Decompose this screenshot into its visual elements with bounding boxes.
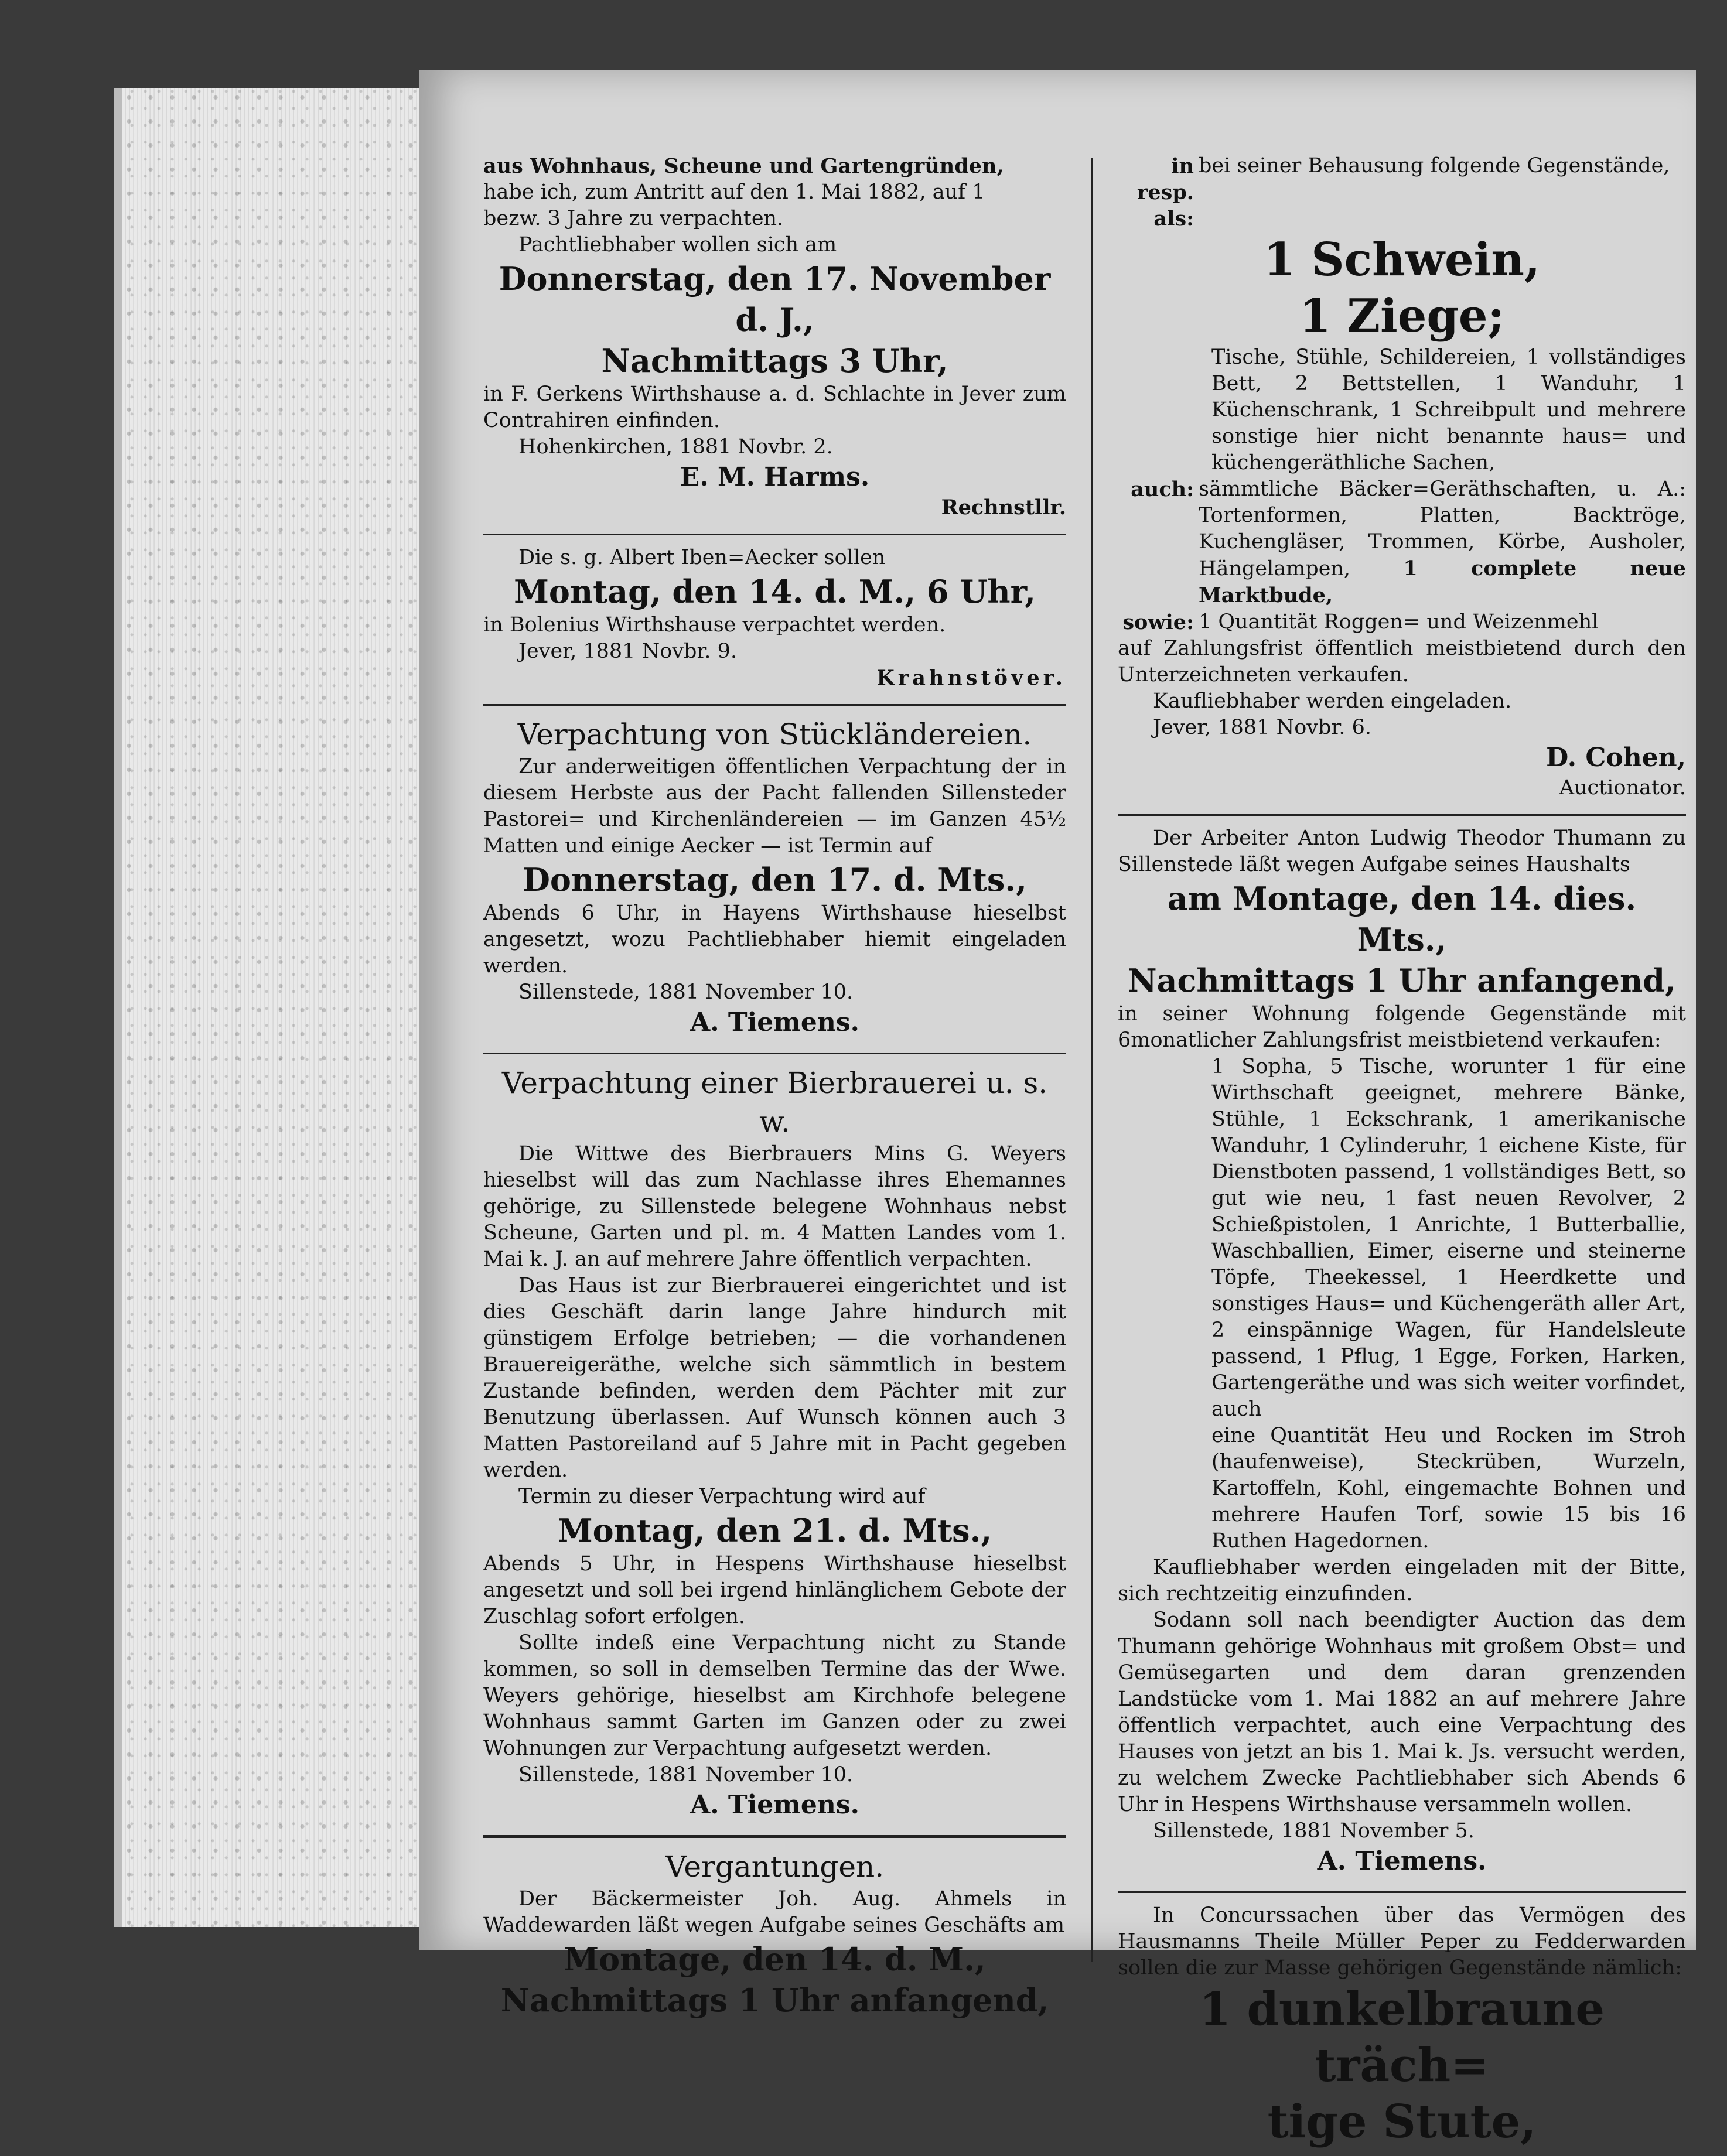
ad-item-big: 1 Schwein, [1263, 233, 1541, 286]
label-in-resp: in resp. [1136, 154, 1194, 204]
book-page-edges [114, 88, 427, 1927]
ad-auch: sämmtliche Bäcker=Geräthschaften, u. A.: Tortenformen, Platten, Backtröge, Kuchengläser, Trommen, Körbe, Ausholer, Hängelampen, [1199, 477, 1686, 580]
ad-separator [483, 1053, 1066, 1054]
ad-body: In Concurssachen über das Vermögen des Hausmanns Theile Müller Peper zu Fedderwarden sollen die zur Masse gehörigen Gegenstände nämlich: [1118, 1904, 1686, 1980]
ad-paragraph: Abends 5 Uhr, in Hespens Wirthshause hieselbst angesetzt und soll bei irgend hinlänglichem Gebote der Zuschlag sofort erfolgen. [483, 1552, 1066, 1628]
ad-thumann [1118, 822, 1686, 1884]
auch-text [1199, 476, 1686, 609]
ad-stueckland [483, 712, 1066, 1045]
ad-dateline: Jever, 1881 Novbr. 9. [518, 640, 737, 663]
ad-items: eine Quantität Heu und Rocken im Stroh (haufenweise), Steckrüben, Wurzeln, Kartoffeln, Kohl, eingemachte Bohnen und mehrere Haufen Torf, sowie 15 bis 16 Ruthen Hagedornen. [1211, 1424, 1686, 1553]
ad-bierbrauerei [483, 1060, 1066, 1828]
ad-signer-title: Rechnstllr. [941, 496, 1066, 520]
ad-date: Donnerstag, den 17. d. Mts., [523, 861, 1027, 898]
ad-paragraph: Sollte indeß eine Verpachtung nicht zu Stande kommen, so soll in demselben Termine das der Wwe. Weyers gehörige, hieselbst am Kirchhofe belegene Wohnhaus sammt Garten im Ganzen oder zu zwei Wohnungen zur Verpachtung aufgesetzt werden. [483, 1631, 1066, 1760]
ad-items: 1 Sopha, 5 Tische, worunter 1 für eine Wirthschaft geeignet, mehrere Bänke, Stühle, 1 Eckschrank, 1 amerikanische Wanduhr, 1 Cylinderuhr, 1 eichene Kiste, für Dienstboten passend, 1 vollständiges Bett, so gut wie neu, 1 fast neuen Revolver, 2 Schießpistolen, 1 Anrichte, 1 Butterballie, Waschballien, Eimer, eiserne und steinerne Töpfe, Theekessel, 1 Heerdkette und sonstiges Haus= und Küchengeräth aller Art, 2 einspännige Wagen, für Handelsleute passend, 1 Pflug, 1 Egge, Forken, Harken, Gartengeräthe und was sich weiter vorfindet, auch [1211, 1055, 1686, 1421]
ad-separator [1118, 814, 1686, 816]
ad-krahnstoever [483, 541, 1066, 697]
ad-invite: Pachtliebhaber wollen sich am [518, 233, 837, 257]
ad-signer: A. Tiemens. [690, 1007, 859, 1037]
ad-time: Nachmittags 3 Uhr, [601, 342, 948, 380]
ad-signer: D. Cohen, [1546, 743, 1686, 773]
ad-time: Nachmittags 1 Uhr anfangend, [1128, 962, 1676, 999]
ad-time: Nachmittags 1 Uhr anfangend, [500, 1981, 1049, 2019]
ad-separator [1118, 1891, 1686, 1893]
ad-dateline: Sillenstede, 1881 November 10. [518, 980, 854, 1004]
ad-signer-title: Auctionator. [1559, 776, 1686, 799]
ad-concurs [1118, 1899, 1686, 2156]
ad-invite: Kaufliebhaber werden eingeladen mit der Bitte, sich rechtzeitig einzufinden. [1118, 1556, 1686, 1605]
ad-item-big: 1 Ziege; [1299, 289, 1505, 343]
ad-items: Tische, Stühle, Schildereien, 1 vollständiges Bett, 2 Bettstellen, 1 Wanduhr, 1 Küchenschrank, 1 Schreibpult und mehrere sonstige hier nicht benannte haus= und küchengeräthliche Sachen, [1211, 346, 1686, 474]
ad-line: habe ich, zum Antritt auf den 1. Mai 1882, auf 1 [483, 180, 985, 204]
label-als: als: [1153, 207, 1194, 231]
ad-date: Montag, den 21. d. Mts., [557, 1512, 992, 1549]
ad-harms [483, 149, 1066, 527]
page-edge-speckle [122, 88, 427, 1927]
ad-date: Donnerstag, den 17. November d. J., [499, 260, 1051, 339]
label-sowie: sowie: [1122, 610, 1194, 634]
ad-auch-bold: 1 complete neue Marktbude, [1199, 556, 1686, 607]
ad-heading: Verpachtung einer Bierbrauerei u. s. w. [501, 1066, 1048, 1139]
ad-item-big: 1 dunkelbraune träch= [1199, 1983, 1605, 2092]
ad-intro: Der Arbeiter Anton Ludwig Theodor Thumann zu Sillenstede läßt wegen Aufgabe seines Haushalts [1118, 826, 1686, 876]
spacer [1199, 206, 1686, 232]
ad-auch-row [1118, 476, 1686, 609]
ad-dateline: Hohenkirchen, 1881 Novbr. 2. [518, 435, 833, 459]
ad-cohen [1118, 149, 1686, 807]
ad-dateline: Jever, 1881 Novbr. 6. [1153, 716, 1371, 739]
left-column [483, 149, 1066, 2027]
ad-separator [483, 704, 1066, 706]
ad-paragraph: Die Wittwe des Bierbrauers Mins G. Weyers hieselbst will das zum Nachlasse ihres Ehemannes gehörige, zu Sillenstede belegene Wohnhaus nebst Scheune, Garten und pl. m. 4 Matten Landes vom 1. Mai k. J. an auf mehrere Jahre öffentlich verpachten. [483, 1142, 1066, 1271]
ad-paragraph: Das Haus ist zur Bierbrauerei eingerichtet und ist dies Geschäft darin lange Jahre hindurch mit günstigem Erfolge betrieben; — die vorhandenen Brauereigeräthe, welche sich sämmtlich in bestem Zustande befinden, werden dem Pächter mit zur Benutzung überlassen. Auf Wunsch können auch 3 Matten Pastoreiland auf 5 Jahre mit in Pacht gegeben werden. [483, 1274, 1066, 1482]
ad-date: am Montage, den 14. dies. Mts., [1167, 880, 1637, 958]
ad-signer: Krahnstöver. [876, 666, 1066, 690]
ad-item-big: tige Stute, [1267, 2095, 1537, 2148]
ad-body: in seiner Wohnung folgende Gegenstände mit 6monatlicher Zahlungsfrist meistbietend verkaufen: [1118, 1002, 1686, 1052]
column-divider [1091, 158, 1093, 1962]
ad-als-row [1118, 206, 1686, 232]
right-column [1118, 149, 1686, 2156]
ad-sowie-row [1118, 609, 1686, 635]
ad-paragraph: Sodann soll nach beendigter Auction das dem Thumann gehörige Wohnhaus mit großem Obst= und Gemüsegarten und dem daran grenzenden Landstücke vom 1. Mai 1882 an auf mehrere Jahre öffentlich verpachtet, auch eine Verpachtung des Hauses von jetzt an bis 1. Mai k. Js. versucht werden, zu welchem Zwecke Pachtliebhaber sich Abends 6 Uhr in Hespens Wirthshause versammeln wollen. [1118, 1608, 1686, 1816]
ad-date: Montag, den 14. d. M., 6 Uhr, [514, 573, 1036, 610]
ad-intro: Die s. g. Albert Iben=Aecker sollen [518, 546, 886, 569]
ad-dateline: Sillenstede, 1881 November 5. [1153, 1819, 1475, 1843]
ad-dateline: Sillenstede, 1881 November 10. [518, 1763, 854, 1786]
ad-paragraph: Termin zu dieser Verpachtung wird auf [518, 1485, 926, 1508]
ad-signer: A. Tiemens. [690, 1790, 859, 1820]
ad-terms: auf Zahlungsfrist öffentlich meistbietend durch den Unterzeichneten verkaufen. [1118, 637, 1686, 686]
ad-heading: Verpachtung von Stückländereien. [517, 717, 1032, 751]
ad-line: bezw. 3 Jahre zu verpachten. [483, 207, 784, 230]
ad-place: in Bolenius Wirthshause verpachtet werden. [483, 613, 946, 637]
section-separator [483, 1835, 1066, 1838]
ad-place: in F. Gerkens Wirthshause a. d. Schlachte in Jever zum Contrahiren einfinden. [483, 382, 1066, 432]
ad-line: aus Wohnhaus, Scheune und Gartengründen, [483, 154, 1004, 178]
ad-sowie: 1 Quantität Roggen= und Weizenmehl [1199, 610, 1599, 634]
label-auch: auch: [1131, 477, 1194, 501]
ad-date: Montage, den 14. d. M., [564, 1940, 986, 1978]
ad-intro-row [1118, 153, 1686, 206]
ad-signer: E. M. Harms. [680, 462, 870, 492]
ad-invite: Kaufliebhaber werden eingeladen. [1153, 689, 1512, 713]
ad-vergantungen [483, 1844, 1066, 2027]
ad-signer: A. Tiemens. [1317, 1846, 1487, 1876]
ad-body: Zur anderweitigen öffentlichen Verpachtung der in diesem Herbste aus der Pacht fallenden Sillensteder Pastorei= und Kirchenländereien — im Ganzen 45½ Matten und einige Aecker — ist Termin auf [483, 755, 1066, 857]
ad-intro: bei seiner Behausung folgende Gegenstände, [1199, 154, 1670, 177]
section-heading: Vergantungen. [665, 1850, 885, 1884]
ad-after: Abends 6 Uhr, in Hayens Wirthshause hieselbst angesetzt, wozu Pachtliebhaber hiemit eingeladen werden. [483, 901, 1066, 978]
ad-separator [483, 534, 1066, 535]
ad-body: Der Bäckermeister Joh. Aug. Ahmels in Waddewarden läßt wegen Aufgabe seines Geschäfts am [483, 1887, 1066, 1937]
